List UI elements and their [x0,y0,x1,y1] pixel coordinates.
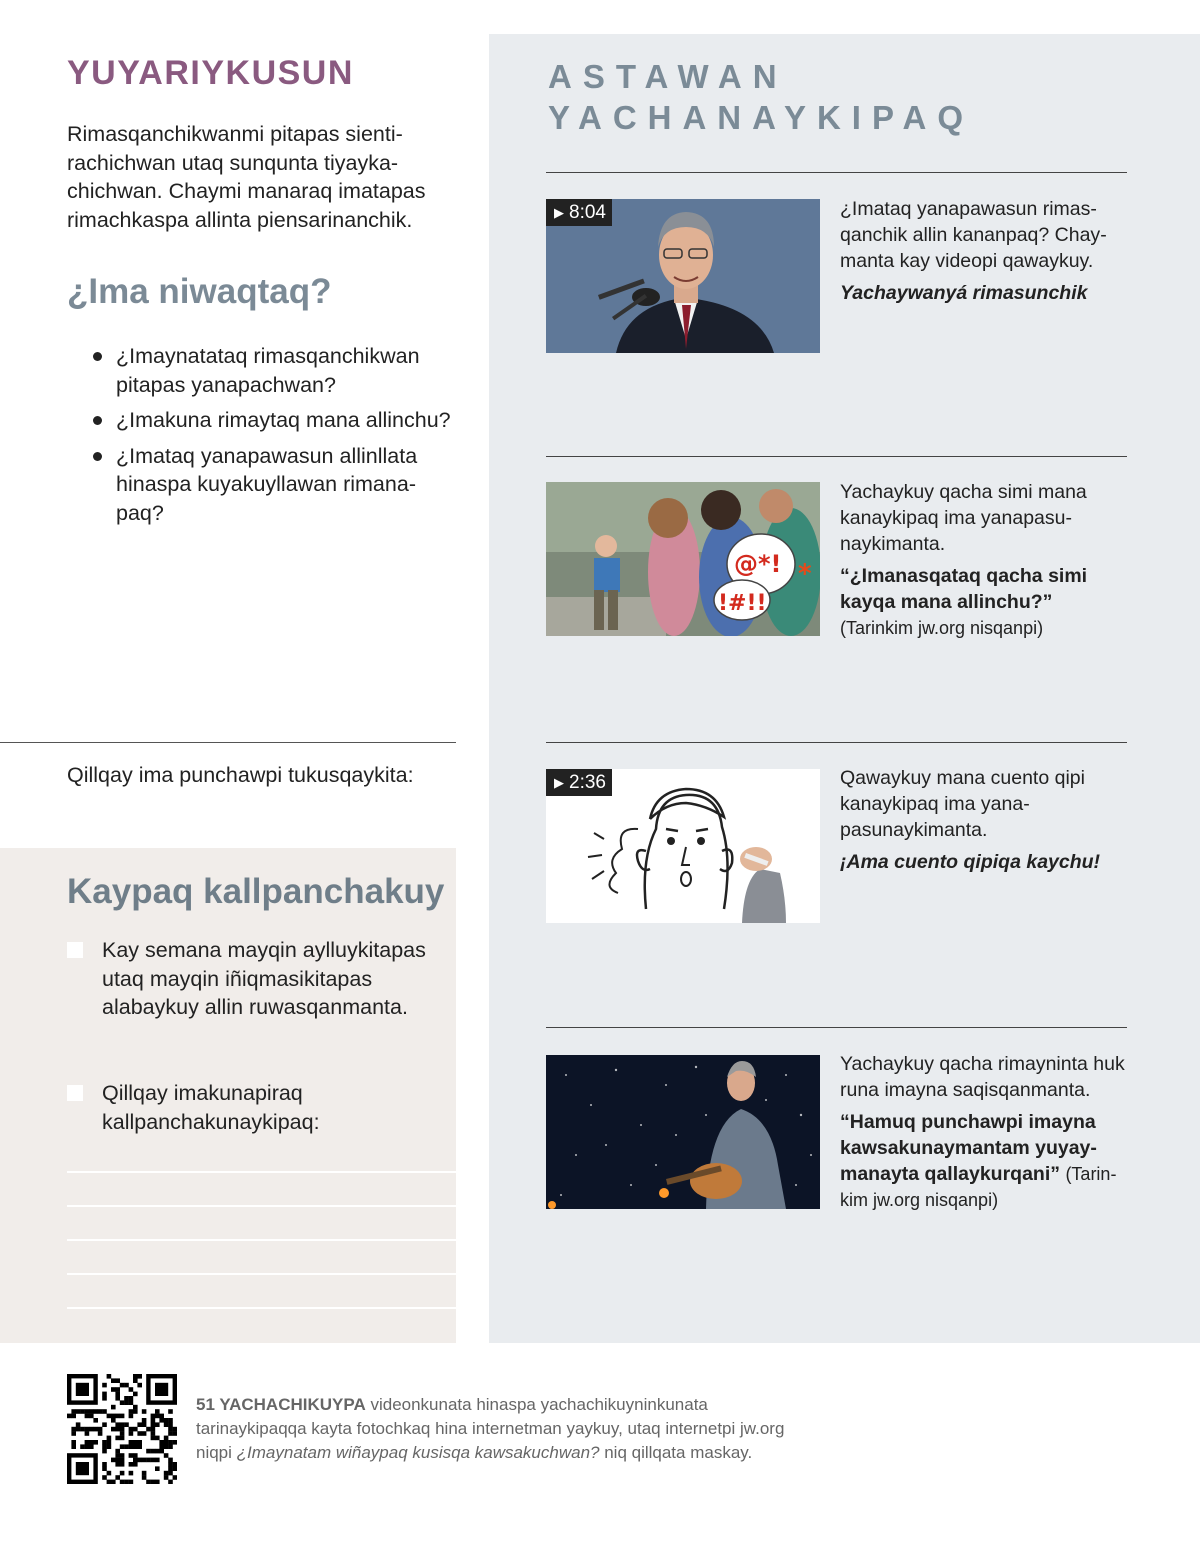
intro-paragraph: Rimasqanchikwanmi pitapas sientirachichwan utaq sunqunta tiyaykachichwan. Chaymi manaraq imatapas rimachkaspa allinta piensarinanchik. [67,122,426,232]
video-duration [546,769,612,796]
video-title-link[interactable]: ¡Ama cuento qipiqa kaychu! [840,851,1101,873]
practice-item-text: Qillqay imakunapiraq kallpanchakunaykipaq: [102,1081,320,1134]
svg-text:*: * [798,559,812,589]
divider [546,456,1127,457]
article-thumbnail-gossip[interactable] [546,482,820,636]
footer-text-part: videonkunata hinaspa yachachikuyninkunata tarinaykipaqqa kayta fotochkaq hina internetman yaykuy, utaq internetpi jw.org niqpi [196,1395,785,1462]
practice-item-text: Kay semana mayqin aylluykitapas utaq mayqin iñiqmasikitapas alabaykuy allin ruwasqanmanta. [102,938,426,1019]
article-description [840,1051,1132,1219]
writing-line[interactable] [67,1171,456,1173]
video-title-link[interactable]: Yachaywanyá rimasunchik [840,282,1088,304]
video-duration [546,199,612,226]
divider [546,1027,1127,1028]
learn-more-title-line: ASTAWAN [548,58,788,95]
video-summary: Qawaykuy mana cuento qipi kanaykipaq ima yanapasunaykimanta. [840,767,1085,841]
svg-text:@*!: @*! [734,550,782,578]
date-prompt: Qillqay ima punchawpi tukusqaykita: [67,763,414,787]
question-item: ¿Imataq yanapawasun allinllata hinaspa kuyakuyllawan rimanapaq? [93,442,453,528]
play-icon: ▶ [554,205,564,220]
learn-more-title-line: YACHANAYKIPAQ [548,99,975,136]
writing-line[interactable] [67,1239,456,1241]
svg-text:!#!!: !#!! [718,591,767,616]
video-description [840,196,1132,312]
play-icon: ▶ [554,775,564,790]
article-description [840,479,1132,647]
duration-text: 8:04 [569,202,606,223]
practice-heading: Kaypaq kallpanchakuy [67,872,445,911]
article-note: (Tarinkim jw.org nisqanpi) [840,1164,1117,1210]
video-description [840,765,1132,881]
left-column [0,0,456,1343]
footer-lead: 51 YACHACHIKUYPA [196,1395,366,1414]
qr-code[interactable] [67,1374,177,1484]
video-summary: ¿Imataq yanapawasun rimasqanchik allin kananpaq? Chaymanta kay videopi qawaykuy. [840,198,1107,272]
night-sky-illustration [546,1055,820,1209]
divider [546,742,1127,743]
footer-search-title: ¿Imaynatam wiñaypaq kusisqa kawsakuchwan? [236,1443,600,1462]
video-thumbnail-whiteboard[interactable] [546,769,820,923]
writing-line[interactable] [67,1273,456,1275]
video-thumbnail-speaker[interactable] [546,199,820,353]
questions-heading: ¿Ima niwaqtaq? [67,272,332,311]
writing-line[interactable] [67,1307,456,1309]
article-summary: Yachaykuy qacha simi mana kanaykipaq ima yanapasunaykimanta. [840,481,1087,555]
duration-text: 2:36 [569,772,606,793]
practice-box [0,848,456,1343]
divider [546,172,1127,173]
article-summary: Yachaykuy qacha rimayninta huk runa imayna saqisqanmanta. [840,1053,1125,1101]
footer-text-part: niq qillqata maskay. [599,1443,753,1462]
learn-more-panel [489,34,1200,1343]
qr-code-icon [67,1374,177,1484]
question-item: ¿Imaynatataq rimasqanchikwan pitapas yanapachwan? [93,342,453,399]
question-item: ¿Imakuna rimaytaq mana allinchu? [93,406,453,435]
practice-item [67,1079,427,1136]
section-title: YUYARIYKUSUN [67,54,354,92]
checkbox[interactable] [67,942,83,958]
writing-line[interactable] [67,1205,456,1207]
practice-item [67,936,427,1022]
article-thumbnail-night-sky[interactable] [546,1055,820,1209]
learn-more-title [548,56,974,138]
checkbox[interactable] [67,1085,83,1101]
article-title-link[interactable]: “¿Imanasqataq qacha simi kayqa mana allinchu?” [840,565,1088,613]
footer-text [196,1393,816,1465]
article-title-link[interactable]: “Hamuq punchawpi imayna kawsakunaymantam yuyaymanayta qallaykurqani” [840,1111,1097,1185]
questions-list [93,342,453,534]
gossip-illustration [546,482,820,636]
divider [0,742,456,743]
article-note: (Tarinkim jw.org nisqanpi) [840,618,1044,638]
